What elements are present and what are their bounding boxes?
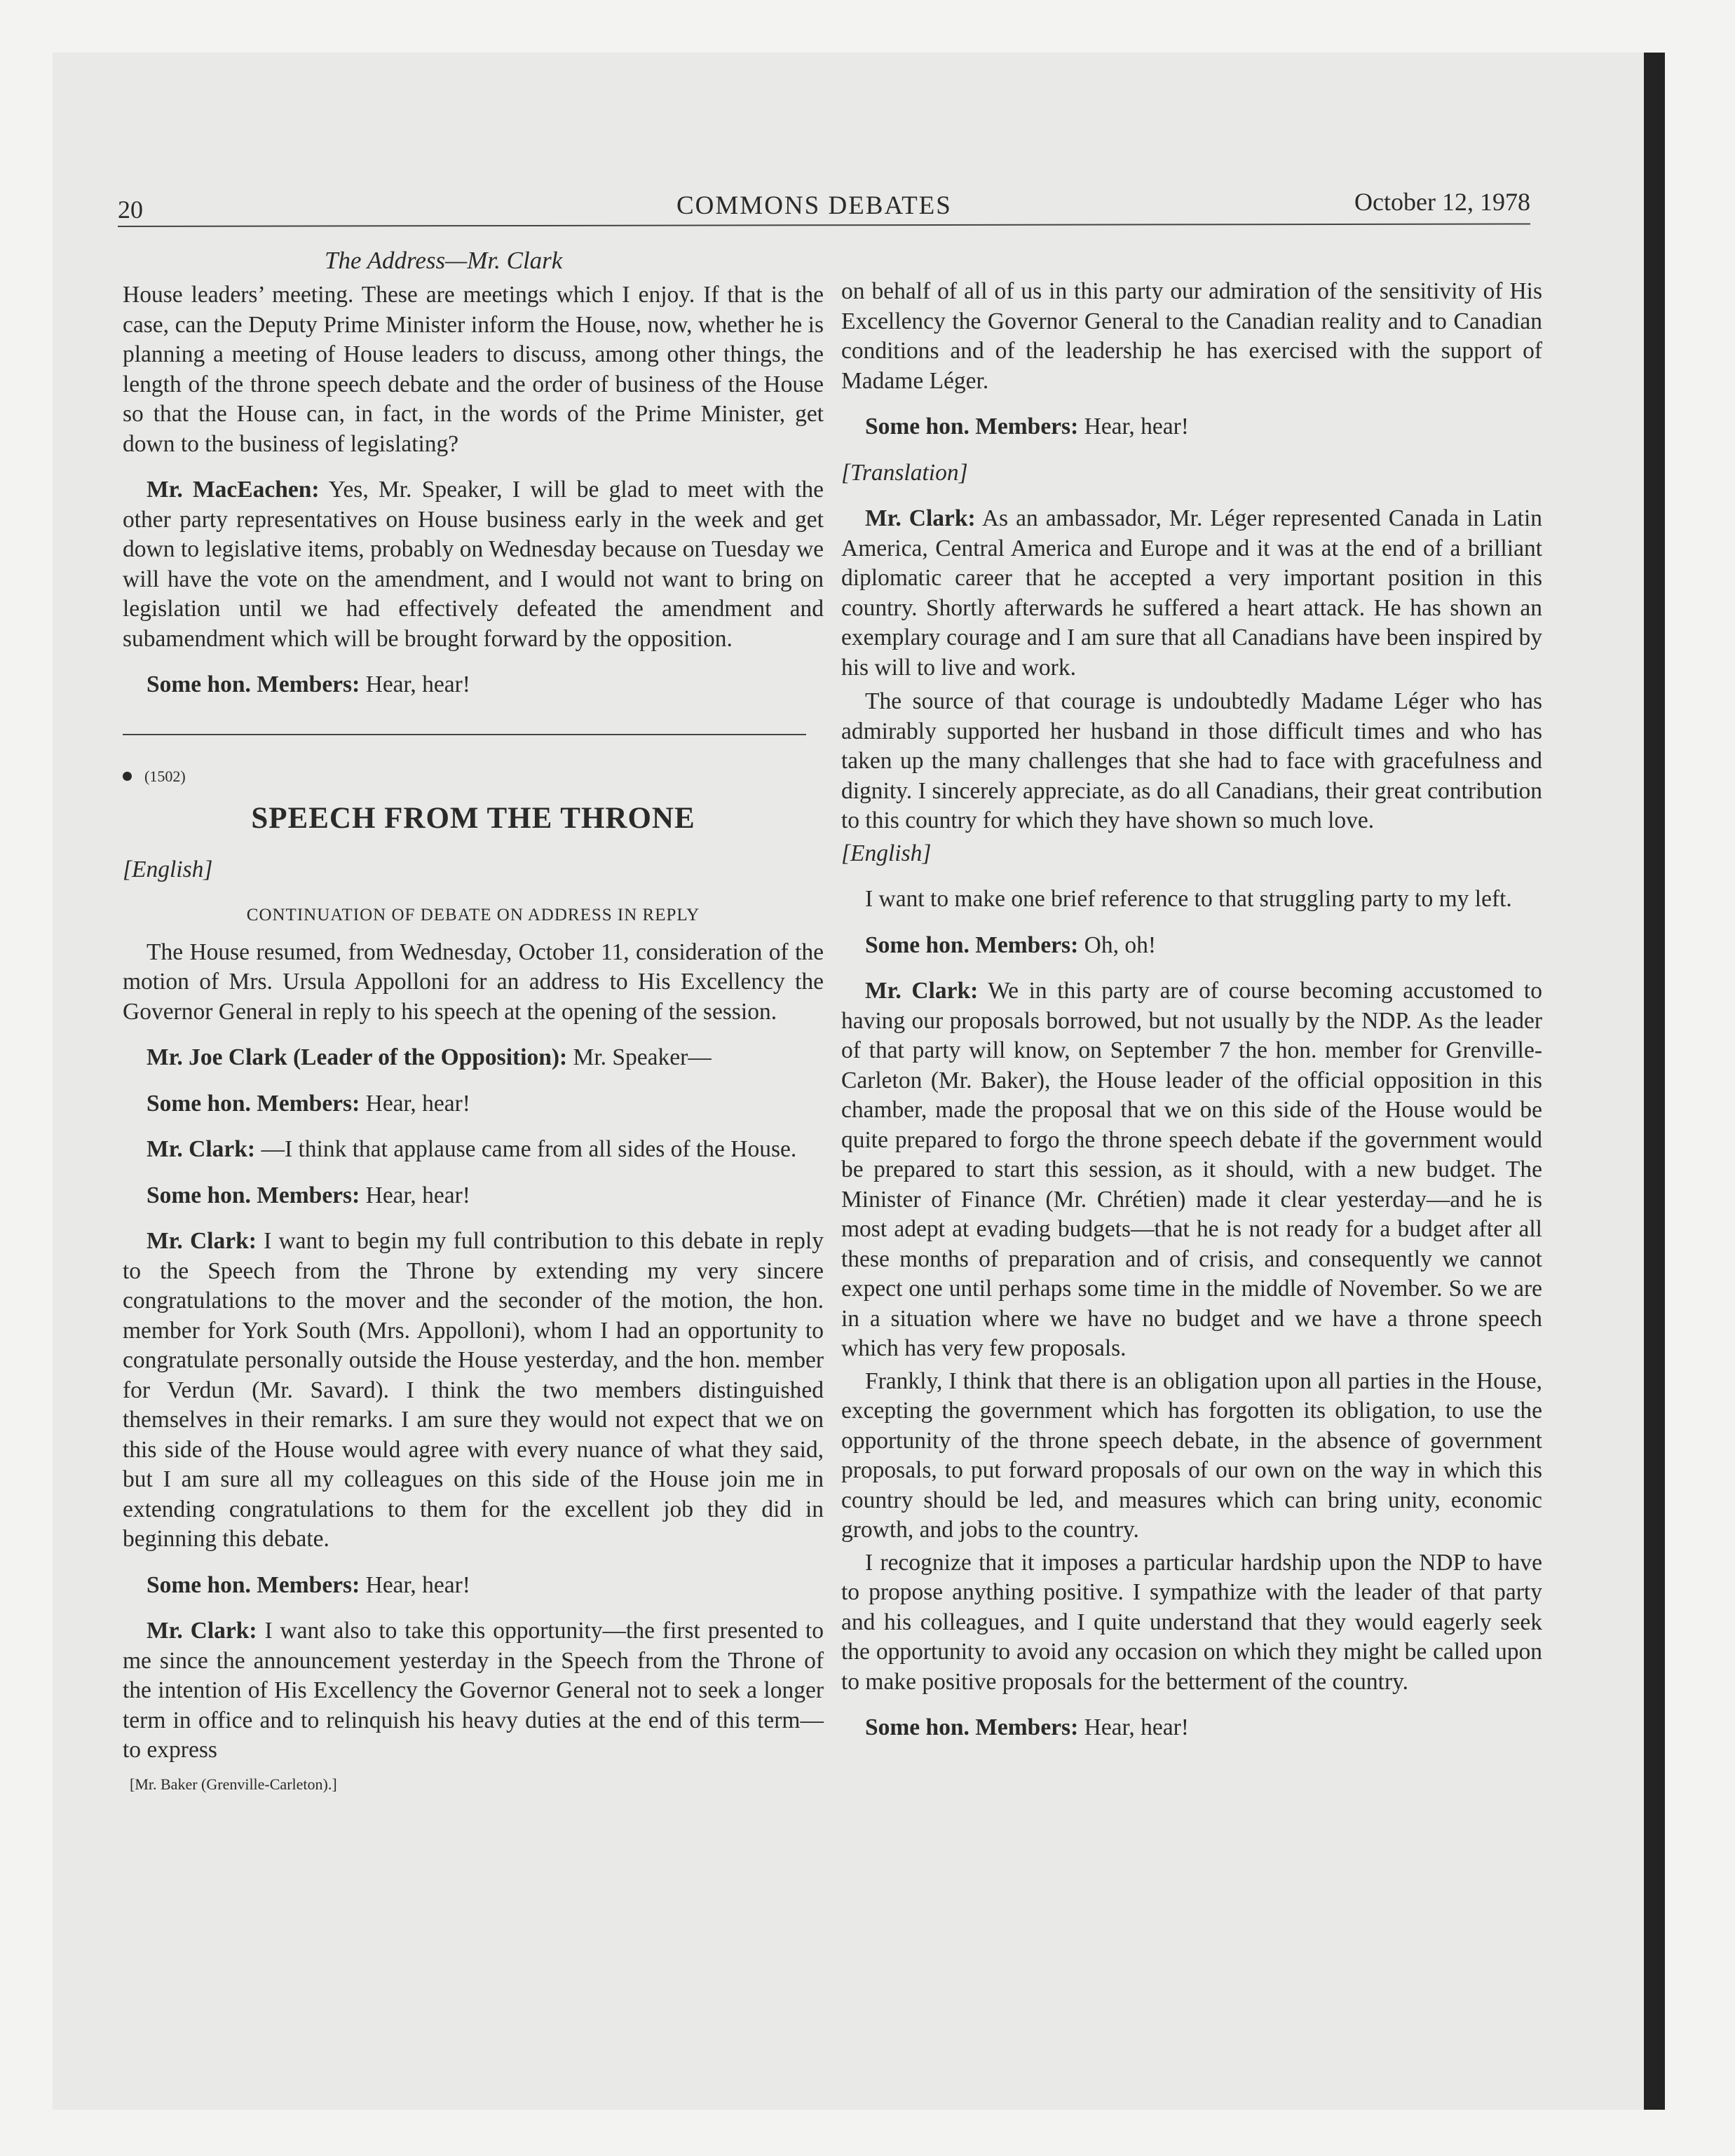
- speech-text: Hear, hear!: [360, 1182, 470, 1208]
- speech-text: I want to begin my full contribution to this debate in reply to the Speech from the Throne by extending my very sincere congratulations to the mover and the seconder of the motion, the hon. member for York South (Mrs. Appolloni), whom I had an opportunity to congratulate personally outside the House yesterday, and the hon. member for Verdun (Mr. Savard). I think the two members distinguished themselves in their remarks. I am sure they would not expect that we on this side of the House would agree with every nuance of what they said, but I am sure all my colleagues on this side of the House join me in extending congratulations to them for the excellent job they did in beginning this debate.: [123, 1228, 824, 1552]
- paragraph: [123, 1043, 824, 1073]
- speech-text: Hear, hear!: [360, 1090, 470, 1117]
- paragraph: [123, 1135, 824, 1165]
- speaker-name: Mr. Joe Clark (Leader of the Opposition):: [147, 1044, 568, 1070]
- speaker-name: Mr. Clark:: [865, 978, 979, 1004]
- time-marker-text: (1502): [144, 767, 186, 785]
- paragraph: [841, 1713, 1542, 1743]
- speech-text: Hear, hear!: [360, 1571, 470, 1598]
- paragraph: [841, 976, 1542, 1364]
- subheading: CONTINUATION OF DEBATE ON ADDRESS IN REPLY: [246, 906, 700, 925]
- binding-shadow: [1644, 53, 1665, 2110]
- bullet-icon: [123, 772, 132, 781]
- speaker-name: Mr. Clark:: [147, 1228, 257, 1254]
- paragraph: on behalf of all of us in this party our admiration of the sensitivity of His Excellency the Governor General to the Canadian reality and to Canadian conditions and of the leadership he has exercised with the support of Madame Léger.: [841, 278, 1542, 394]
- paragraph: [841, 504, 1542, 683]
- speech-text: I want also to take this opportunity—the first presented to me since the announcement yesterday in the Speech from the Throne of the intention of His Excellency the Governor General not to seek a longer term in office and to relinquish his heavy duties at the end of this term—to express: [123, 1618, 824, 1763]
- section-title: SPEECH FROM THE THRONE: [251, 802, 695, 835]
- paragraph: The source of that courage is undoubtedly Madame Léger who has admirably supported her husband in those difficult times and who has taken up the many challenges that she had to face with gracefulness and dignity. I sincerely appreciate, as do all Canadians, their great contribution to this country for which they have shown so much love.: [841, 688, 1542, 833]
- time-marker: [123, 762, 824, 792]
- page-number: 20: [118, 196, 143, 224]
- paragraph: [841, 931, 1542, 961]
- speaker-name: Mr. Clark:: [147, 1136, 256, 1162]
- paragraph: Frankly, I think that there is an obligation upon all parties in the House, excepting the government which has forgotten its obligation, to use the opportunity of the throne speech debate, in the absence of government proposals, to put forward proposals of our own on the way in which this country should be led, and measures which can bring unity, economic growth, and jobs to the country.: [841, 1367, 1542, 1543]
- speech-text: Hear, hear!: [1078, 414, 1189, 439]
- speech-text: Hear, hear!: [360, 671, 470, 697]
- paragraph: [123, 670, 824, 700]
- paragraph: [123, 1616, 824, 1766]
- speaker-name: Mr. MacEachen:: [147, 477, 320, 503]
- footnote: [Mr. Baker (Grenville-Carleton).]: [130, 1775, 337, 1793]
- speaker-name: Some hon. Members:: [147, 1182, 360, 1208]
- language-tag: [Translation]: [841, 459, 968, 486]
- speaker-name: Mr. Clark:: [147, 1618, 257, 1644]
- language-tag: [English]: [841, 840, 932, 866]
- speech-text: We in this party are of course becoming accustomed to having our proposals borrowed, but not usually by the NDP. As the leader of that party will know, on September 7 the hon. member for Grenville-Carleton (Mr. Baker), the House leader of the official opposition in this chamber, made the proposal that we on this side of the House would be quite prepared to forgo the throne speech debate if the government would be prepared to start this session, as it should, with a new budget. The Minister of Finance (Mr. Chrétien) made it clear yesterday—and he is most adept at evading budgets—that he is not ready for a budget after all these months of preparation and of crisis, and consequently we cannot expect one until perhaps some time in the middle of November. So we are in a situation where we have no budget and we have a throne speech which has very few proposals.: [841, 978, 1542, 1361]
- paragraph: The House resumed, from Wednesday, October 11, consideration of the motion of Mrs. Ursula Appolloni for an address to His Excellency the Governor General in reply to his speech at the opening of the session.: [123, 939, 824, 1025]
- speech-text: Mr. Speaker—: [567, 1044, 712, 1070]
- language-tag: [English]: [123, 856, 213, 882]
- speaker-name: Some hon. Members:: [865, 414, 1079, 439]
- speech-text: —I think that applause came from all sides of the House.: [255, 1136, 797, 1162]
- issue-date: October 12, 1978: [1354, 188, 1530, 216]
- paragraph: [841, 412, 1542, 442]
- paragraph: [123, 475, 824, 654]
- speech-text: As an ambassador, Mr. Léger represented Canada in Latin America, Central America and Europe and it was at the end of a brilliant diplomatic career that he accepted a very important position in this country. Shortly afterwards he suffered a heart attack. He has shown an exemplary courage and I am sure that all Canadians have been inspired by his will to live and work.: [841, 505, 1543, 681]
- paragraph: [123, 1227, 824, 1555]
- running-head: The Address—Mr. Clark: [325, 247, 563, 274]
- left-column: [123, 280, 824, 1795]
- publication-title: COMMONS DEBATES: [676, 191, 952, 220]
- speaker-name: Some hon. Members:: [147, 1090, 360, 1117]
- paragraph: [123, 1089, 824, 1119]
- speech-text: Oh, oh!: [1078, 932, 1156, 958]
- paragraph: [123, 1181, 824, 1211]
- speaker-name: Some hon. Members:: [865, 1714, 1079, 1740]
- speech-text: Yes, Mr. Speaker, I will be glad to meet with the other party representatives on House business early in the week and get down to legislative items, probably on Wednesday because on Tuesday we will have the vote on the amendment, and I would not want to bring on legislation until we had effectively defeated the amendment and subamendment which will be brought forward by the opposition.: [123, 477, 824, 652]
- speaker-name: Some hon. Members:: [147, 671, 360, 697]
- paragraph: I want to make one brief reference to that struggling party to my left.: [865, 886, 1512, 912]
- paragraph: [123, 1571, 824, 1601]
- section-divider: [123, 734, 806, 735]
- speaker-name: Some hon. Members:: [147, 1571, 360, 1598]
- paragraph: House leaders’ meeting. These are meetings which I enjoy. If that is the case, can the Deputy Prime Minister inform the House, now, whether he is planning a meeting of House leaders to discuss, among other things, the length of the throne speech debate and the order of business of the House so that the House can, in fact, in the words of the Prime Minister, get down to the business of legislating?: [123, 282, 824, 457]
- right-column: [841, 277, 1542, 1759]
- speaker-name: Some hon. Members:: [865, 932, 1079, 958]
- speech-text: Hear, hear!: [1078, 1714, 1189, 1740]
- paragraph: I recognize that it imposes a particular hardship upon the NDP to have to propose anything positive. I sympathize with the leader of that party and his colleagues, and I quite understand that they would eagerly seek the opportunity to avoid any occasion on which they might be called upon to make positive proposals for the betterment of the country.: [841, 1549, 1542, 1695]
- speaker-name: Mr. Clark:: [865, 505, 976, 531]
